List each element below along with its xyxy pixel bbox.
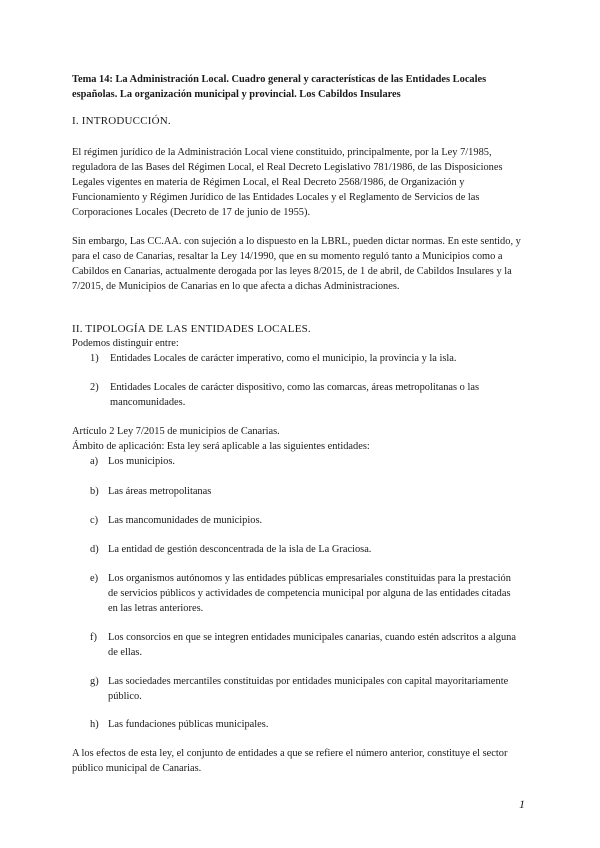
list-item-text: Las áreas metropolitanas — [108, 486, 212, 497]
list-item-text: Las sociedades mercantiles constituidas por entidades municipales con capital mayoritariamente público. — [108, 676, 509, 702]
list-marker: c) — [90, 515, 99, 526]
list-marker: a) — [90, 456, 99, 467]
list-item-text: Los municipios. — [108, 456, 175, 467]
list-marker: f) — [90, 632, 97, 643]
list-marker: 2) — [90, 382, 99, 393]
list-item-text: Los consorcios en que se integren entidades municipales canarias, cuando estén adscritos a alguna de ellas. — [108, 632, 516, 658]
list-marker: 1) — [90, 353, 99, 364]
page-number: 1 — [519, 797, 525, 811]
intro-paragraph-1: El régimen jurídico de la Administración Local viene constituido, principalmente, por la Ley 7/1985, reguladora de las Bases del Régimen Local, el Real Decreto Legislativo 781/1986, de las Disposiciones Legales vigentes en materia de Régimen Local, el Real Decreto 2568/1986, de Organización y Funcionamiento y Régimen Jurídico de las Entidades Locales y el Reglamento de Servicios de las Corporaciones Locales (Decreto de 17 de junio de 1955). — [72, 147, 503, 218]
list-marker: g) — [90, 676, 99, 687]
article-reference: Artículo 2 Ley 7/2015 de municipios de Canarias. — [72, 426, 280, 437]
list-marker: e) — [90, 573, 99, 584]
list-marker: b) — [90, 486, 99, 497]
list-item-text: Entidades Locales de carácter dispositivo, como las comarcas, áreas metropolitanas o las mancomunidades. — [110, 382, 480, 408]
list-item-text: Las mancomunidades de municipios. — [108, 515, 263, 526]
list-marker: h) — [90, 719, 99, 730]
list-item-text: La entidad de gestión desconcentrada de la isla de La Graciosa. — [108, 544, 372, 555]
list-intro: Podemos distinguir entre: — [72, 338, 179, 349]
document-title: Tema 14: La Administración Local. Cuadro general y características de las Entidades Locales españolas. La organización municipal y provincial. Los Cabildos Insulares — [72, 74, 487, 100]
list-item-text: Los organismos autónomos y las entidades públicas empresariales constituidas para la prestación de servicios públicos y actividades de competencia municipal por alguna de las entidades citadas en las letras anteriores. — [108, 573, 511, 614]
section-heading-introduccion: I. INTRODUCCIÓN. — [72, 115, 171, 127]
list-item-text: Entidades Locales de carácter imperativo, como el municipio, la provincia y la isla. — [110, 353, 457, 364]
list-marker: d) — [90, 544, 99, 555]
intro-paragraph-2: Sin embargo, Las CC.AA. con sujeción a lo dispuesto en la LBRL, pueden dictar normas. En este sentido, y para el caso de Canarias, resaltar la Ley 14/1990, que en su momento reguló tanto a Municipios como a Cabildos en Canarias, actualmente derogada por las leyes 8/2015, de 1 de abril, de Cabildos Insulares y la 7/2015, de Municipios de Canarias en lo que afecta a dichas Administraciones. — [72, 236, 521, 292]
closing-paragraph: A los efectos de esta ley, el conjunto de entidades a que se refiere el número anterior, constituye el sector público municipal de Canarias. — [72, 748, 508, 774]
section-heading-tipologia: II. TIPOLOGÍA DE LAS ENTIDADES LOCALES. — [72, 323, 311, 335]
list-item-text: Las fundaciones públicas municipales. — [108, 719, 269, 730]
scope-statement: Ámbito de aplicación: Esta ley será aplicable a las siguientes entidades: — [72, 441, 370, 452]
